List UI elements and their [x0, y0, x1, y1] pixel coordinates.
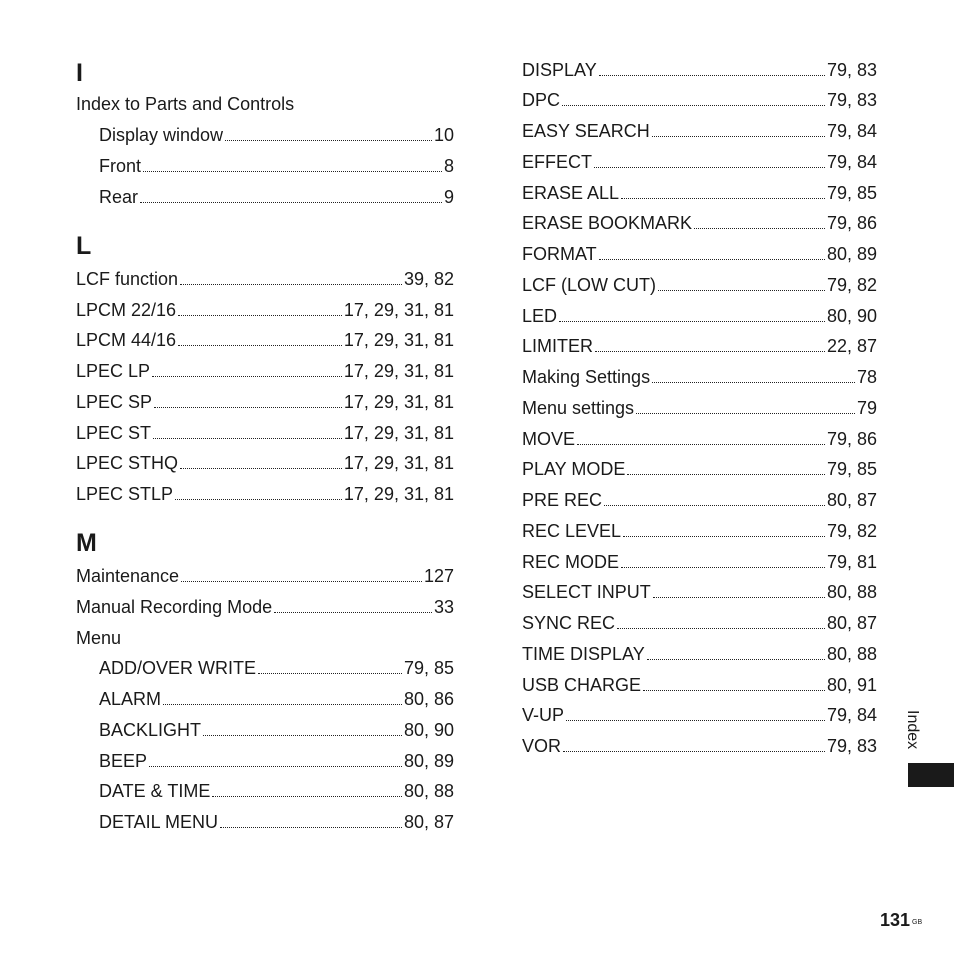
entry-pages: 79, 83 [826, 736, 877, 756]
index-entry [522, 550, 877, 574]
entry-label: LIMITER [522, 336, 594, 356]
entry-pages: 80, 89 [403, 751, 454, 771]
entry-pages: 80, 87 [403, 812, 454, 832]
entry-label: ERASE ALL [522, 183, 620, 203]
entry-label: BEEP [99, 751, 148, 771]
index-entry [76, 451, 454, 475]
entry-label: LCF function [76, 269, 179, 289]
index-entry [522, 457, 877, 481]
entry-label: DPC [522, 90, 561, 110]
entry-label: LCF (LOW CUT) [522, 275, 656, 295]
index-entry [76, 267, 454, 291]
entry-label: LPEC ST [76, 423, 152, 443]
entry-pages: 17, 29, 31, 81 [343, 484, 454, 504]
leader-dots [180, 468, 342, 469]
index-entry [76, 328, 454, 352]
leader-dots [621, 198, 825, 199]
entry-pages: 80, 91 [826, 675, 877, 695]
index-entry [76, 595, 454, 619]
index-entry [522, 488, 877, 512]
index-entry [76, 298, 454, 322]
entry-pages: 79, 84 [826, 121, 877, 141]
entry-label: ERASE BOOKMARK [522, 213, 693, 233]
entry-pages: 79, 84 [826, 152, 877, 172]
index-entry [99, 810, 454, 834]
leader-dots [577, 444, 825, 445]
entry-pages: 8 [443, 156, 454, 176]
entry-pages: 80, 88 [826, 644, 877, 664]
index-entry [522, 734, 877, 758]
entry-label: REC LEVEL [522, 521, 622, 541]
entry-label: REC MODE [522, 552, 620, 572]
entry-label: BACKLIGHT [99, 720, 202, 740]
entry-pages: 79, 83 [826, 90, 877, 110]
entry-label: SYNC REC [522, 613, 616, 633]
leader-dots [623, 536, 825, 537]
entry-pages: 79, 85 [826, 183, 877, 203]
entry-pages: 80, 87 [826, 490, 877, 510]
leader-dots [643, 690, 825, 691]
leader-dots [212, 796, 402, 797]
page-number [880, 908, 922, 932]
index-entry [522, 519, 877, 543]
entry-pages: 10 [433, 125, 454, 145]
entry-pages: 80, 88 [826, 582, 877, 602]
entry-pages: 78 [856, 367, 877, 387]
index-entry [522, 304, 877, 328]
index-entry [522, 703, 877, 727]
index-entry [76, 359, 454, 383]
index-entry [522, 273, 877, 297]
index-entry [99, 687, 454, 711]
entry-pages: 33 [433, 597, 454, 617]
entry-pages: 80, 86 [403, 689, 454, 709]
entry-pages: 80, 88 [403, 781, 454, 801]
entry-pages: 79, 86 [826, 429, 877, 449]
group-label-parts-controls: Index to Parts and Controls [76, 94, 295, 114]
entry-label: Front [99, 156, 142, 176]
entry-pages: 17, 29, 31, 81 [343, 361, 454, 381]
index-entry [99, 154, 454, 178]
leader-dots [563, 751, 825, 752]
entry-pages: 9 [443, 187, 454, 207]
entry-label: USB CHARGE [522, 675, 642, 695]
index-entry [522, 88, 877, 112]
leader-dots [163, 704, 402, 705]
entry-pages: 79, 86 [826, 213, 877, 233]
entry-pages: 80, 90 [826, 306, 877, 326]
leader-dots [621, 567, 825, 568]
entry-pages: 79 [856, 398, 877, 418]
leader-dots [153, 438, 342, 439]
entry-pages: 79, 83 [826, 60, 877, 80]
index-entry [522, 211, 877, 235]
entry-label: SELECT INPUT [522, 582, 651, 602]
entry-pages: 79, 82 [826, 275, 877, 295]
index-entry [522, 119, 877, 143]
section-letter-i: I [76, 59, 83, 87]
index-entry [76, 421, 454, 445]
leader-dots [559, 321, 825, 322]
index-entry [99, 749, 454, 773]
index-entry [522, 334, 877, 358]
index-entry [99, 718, 454, 742]
index-entry [522, 611, 877, 635]
leader-dots [258, 673, 402, 674]
entry-pages: 79, 84 [826, 705, 877, 725]
leader-dots [599, 75, 825, 76]
index-entry [522, 396, 877, 420]
leader-dots [203, 735, 402, 736]
entry-label: LPCM 44/16 [76, 330, 177, 350]
leader-dots [566, 720, 825, 721]
section-letter-l: L [76, 232, 92, 260]
section-letter-m: M [76, 529, 97, 557]
leader-dots [178, 345, 342, 346]
index-entry [76, 482, 454, 506]
index-entry [99, 185, 454, 209]
leader-dots [225, 140, 432, 141]
index-entry [99, 123, 454, 147]
entry-label: FORMAT [522, 244, 597, 264]
leader-dots [604, 505, 825, 506]
index-entry [522, 150, 877, 174]
leader-dots [617, 628, 825, 629]
index-entry [522, 427, 877, 451]
entry-label: EASY SEARCH [522, 121, 650, 141]
group-label-menu: Menu [76, 628, 122, 648]
entry-pages: 22, 87 [826, 336, 877, 356]
leader-dots [647, 659, 825, 660]
entry-label: VOR [522, 736, 562, 756]
entry-label: Display window [99, 125, 224, 145]
entry-pages: 80, 90 [403, 720, 454, 740]
entry-label: LPEC SP [76, 392, 153, 412]
index-entry [522, 181, 877, 205]
entry-pages: 127 [423, 566, 454, 586]
index-entry [76, 390, 454, 414]
leader-dots [180, 284, 402, 285]
leader-dots [694, 228, 825, 229]
leader-dots [627, 474, 825, 475]
entry-pages: 79, 82 [826, 521, 877, 541]
leader-dots [594, 167, 825, 168]
entry-label: Making Settings [522, 367, 651, 387]
index-entry [522, 365, 877, 389]
entry-pages: 17, 29, 31, 81 [343, 330, 454, 350]
entry-label: LPCM 22/16 [76, 300, 177, 320]
leader-dots [636, 413, 855, 414]
leader-dots [595, 351, 825, 352]
leader-dots [152, 376, 342, 377]
entry-label: Menu settings [522, 398, 635, 418]
entry-label: DATE & TIME [99, 781, 211, 801]
entry-label: LPEC STHQ [76, 453, 179, 473]
leader-dots [140, 202, 442, 203]
entry-label: PLAY MODE [522, 459, 626, 479]
index-entry [99, 779, 454, 803]
leader-dots [652, 136, 825, 137]
entry-pages: 79, 81 [826, 552, 877, 572]
leader-dots [149, 766, 402, 767]
entry-label: Rear [99, 187, 139, 207]
entry-label: LPEC LP [76, 361, 151, 381]
entry-pages: 39, 82 [403, 269, 454, 289]
leader-dots [220, 827, 402, 828]
entry-label: PRE REC [522, 490, 603, 510]
entry-label: TIME DISPLAY [522, 644, 645, 664]
entry-pages: 79, 85 [826, 459, 877, 479]
entry-label: EFFECT [522, 152, 592, 172]
leader-dots [175, 499, 342, 500]
leader-dots [143, 171, 442, 172]
entry-pages: 17, 29, 31, 81 [343, 392, 454, 412]
index-entry [522, 673, 877, 697]
entry-label: V-UP [522, 705, 565, 725]
index-entry [522, 242, 877, 266]
entry-label: LED [522, 306, 558, 326]
index-entry [522, 580, 877, 604]
leader-dots [181, 581, 422, 582]
index-entry [522, 58, 877, 82]
entry-label: DETAIL MENU [99, 812, 219, 832]
entry-pages: 17, 29, 31, 81 [343, 453, 454, 473]
entry-label: Manual Recording Mode [76, 597, 273, 617]
entry-label: MOVE [522, 429, 576, 449]
index-entry [522, 642, 877, 666]
region-code: GB [912, 919, 923, 926]
entry-label: Maintenance [76, 566, 180, 586]
index-entry [99, 656, 454, 680]
side-tab-marker [908, 763, 954, 787]
entry-label: ADD/OVER WRITE [99, 658, 257, 678]
entry-pages: 80, 89 [826, 244, 877, 264]
entry-label: LPEC STLP [76, 484, 174, 504]
entry-pages: 17, 29, 31, 81 [343, 423, 454, 443]
leader-dots [562, 105, 825, 106]
leader-dots [178, 315, 342, 316]
leader-dots [599, 259, 825, 260]
entry-pages: 17, 29, 31, 81 [343, 300, 454, 320]
entry-pages: 79, 85 [403, 658, 454, 678]
leader-dots [658, 290, 825, 291]
side-tab-label: Index [904, 710, 921, 750]
index-entry [76, 564, 454, 588]
leader-dots [274, 612, 432, 613]
page-number-value: 131 [880, 910, 911, 930]
leader-dots [154, 407, 342, 408]
entry-label: DISPLAY [522, 60, 597, 80]
entry-label: ALARM [99, 689, 162, 709]
entry-pages: 80, 87 [826, 613, 877, 633]
leader-dots [652, 382, 855, 383]
leader-dots [653, 597, 825, 598]
